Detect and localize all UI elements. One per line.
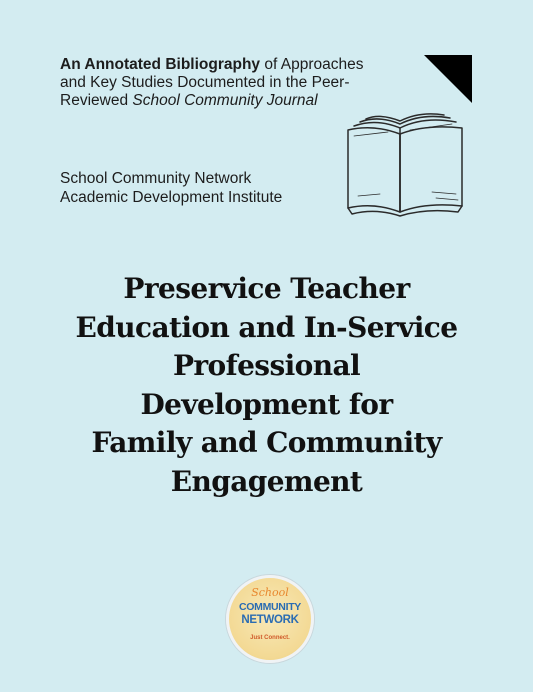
logo-script-text: School: [251, 586, 289, 599]
school-community-network-logo: [226, 575, 314, 663]
bibliography-description: [60, 56, 450, 110]
bibliography-lead-rest: of Approaches: [260, 56, 364, 73]
title-line: Preservice Teacher: [123, 272, 410, 305]
corner-triangle: [424, 55, 472, 103]
bibliography-line-2: and Key Studies Documented in the Peer-: [60, 74, 350, 91]
document-title: [40, 270, 493, 501]
title-line: Engagement: [170, 464, 363, 498]
bibliography-line-3: Reviewed: [60, 92, 133, 109]
title-line: Family and Community: [91, 426, 442, 459]
institute-name: Academic Development Institute: [60, 189, 283, 206]
organization-block: [60, 169, 282, 207]
title-line: Development for: [140, 387, 393, 421]
logo-community-text: COMMUNITY: [238, 601, 302, 613]
title-line: Professional: [172, 349, 361, 382]
organization-name: School Community Network: [60, 170, 252, 187]
title-line: Education and In-Service: [75, 310, 458, 344]
logo-network-text: NETWORK: [241, 614, 299, 626]
journal-name: School Community Journal: [132, 92, 318, 109]
bibliography-lead: An Annotated Bibliography: [60, 56, 261, 73]
open-book-icon: [340, 112, 470, 222]
logo-tagline: Just Connect.: [250, 635, 290, 641]
